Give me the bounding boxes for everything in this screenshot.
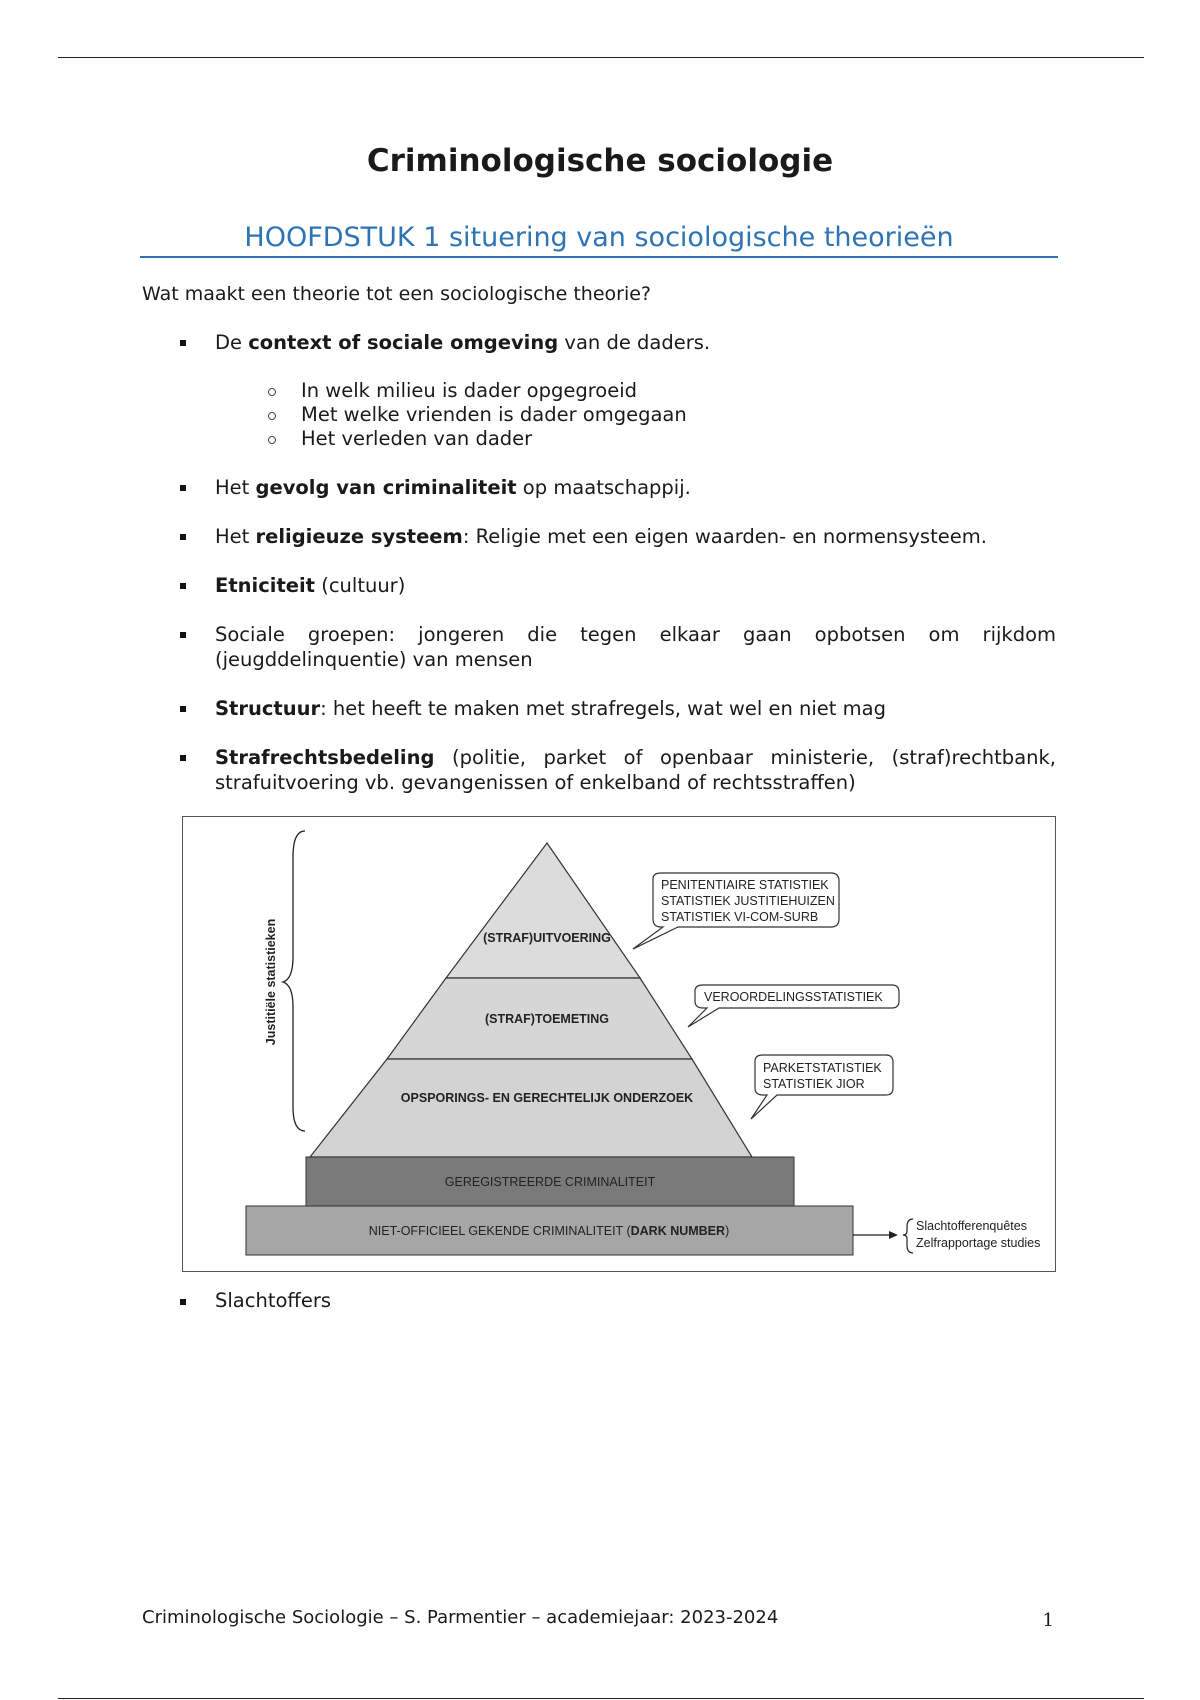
list-item: Structuur: het heeft te maken met strafregels, wat wel en niet mag xyxy=(178,696,1056,721)
bullet-square-icon xyxy=(180,340,186,346)
bullet-circle-icon xyxy=(268,388,276,396)
pyramid-diagram xyxy=(183,817,1057,1273)
left-brace xyxy=(283,831,305,1131)
list-item: De context of sociale omgeving van de daders. In welk milieu is dader opgegroeid Met welke vrienden is dader omgegaan Het verleden van dader xyxy=(178,330,1056,451)
list-item: Het gevolg van criminaliteit op maatschappij. xyxy=(178,475,1056,500)
level-label: GEREGISTREERDE CRIMINALITEIT xyxy=(444,1175,656,1189)
intro-question: Wat maakt een theorie tot een sociologische theorie? xyxy=(142,283,652,305)
bullet-square-icon xyxy=(180,485,186,491)
footer-text: Criminologische Sociologie – S. Parmentier – academiejaar: 2023-2024 xyxy=(142,1607,779,1628)
sub-list-item: In welk milieu is dader opgegroeid xyxy=(265,379,1056,403)
callout-text: STATISTIEK VI-COM-SURB xyxy=(661,910,819,924)
survey-label: Slachtofferenquêtes xyxy=(916,1219,1027,1233)
footer-rule xyxy=(58,1698,1144,1699)
callout-text: STATISTIEK JUSTITIEHUIZEN xyxy=(661,894,835,908)
callout-text: PARKETSTATISTIEK xyxy=(763,1061,882,1075)
sub-list-item: Met welke vrienden is dader omgegaan xyxy=(265,403,1056,427)
bullet-list xyxy=(178,330,1056,819)
callout-text: STATISTIEK JIOR xyxy=(763,1077,865,1091)
document-title: Criminologische sociologie xyxy=(366,143,834,179)
pyramid-figure xyxy=(182,816,1056,1272)
list-item: Het religieuze systeem: Religie met een eigen waarden- en normensysteem. xyxy=(178,524,1056,549)
bullet-square-icon xyxy=(180,534,186,540)
bullet-square-icon xyxy=(180,755,186,761)
arrow-head-icon xyxy=(889,1231,898,1239)
list-item: Slachtoffers xyxy=(178,1289,331,1312)
bullet-square-icon xyxy=(180,706,186,712)
level-label: (STRAF)TOEMETING xyxy=(484,1012,610,1026)
bullet-circle-icon xyxy=(268,436,276,444)
bullet-circle-icon xyxy=(268,412,276,420)
bullet-square-icon xyxy=(180,1299,186,1305)
level-label: NIET-OFFICIEEL GEKENDE CRIMINALITEIT (DARK NUMBER) xyxy=(368,1224,730,1238)
level-label: (STRAF)UITVOERING xyxy=(483,931,611,945)
pyramid-top-section xyxy=(446,843,640,978)
callout-text: PENITENTIAIRE STATISTIEK xyxy=(661,878,829,892)
level-label: OPSPORINGS- EN GERECHTELIJK ONDERZOEK xyxy=(400,1091,694,1105)
list-item: Sociale groepen: jongeren die tegen elkaar gaan opbotsen om rijkdom (jeugddelinquentie) van mensen xyxy=(178,622,1056,672)
list-item: Strafrechtsbedeling (politie, parket of openbaar ministerie, (straf)rechtbank, strafuitvoering vb. gevangenissen of enkelband of rechtsstraffen) xyxy=(178,745,1056,795)
callout-text: VEROORDELINGSSTATISTIEK xyxy=(704,990,883,1004)
pyramid-bottom-section xyxy=(310,1059,752,1157)
side-label: Justitiële statistieken xyxy=(264,918,278,1046)
page-number: 1 xyxy=(1042,1610,1054,1631)
bullet-square-icon xyxy=(180,632,186,638)
survey-brace xyxy=(903,1219,913,1253)
list-item: Etniciteit (cultuur) xyxy=(178,573,1056,598)
survey-label: Zelfrapportage studies xyxy=(916,1236,1041,1250)
chapter-heading: HOOFDSTUK 1 situering van sociologische theorieën xyxy=(140,222,1058,258)
sub-list xyxy=(215,379,1056,451)
header-rule xyxy=(58,57,1144,58)
bullet-square-icon xyxy=(180,583,186,589)
sub-list-item: Het verleden van dader xyxy=(265,427,1056,451)
